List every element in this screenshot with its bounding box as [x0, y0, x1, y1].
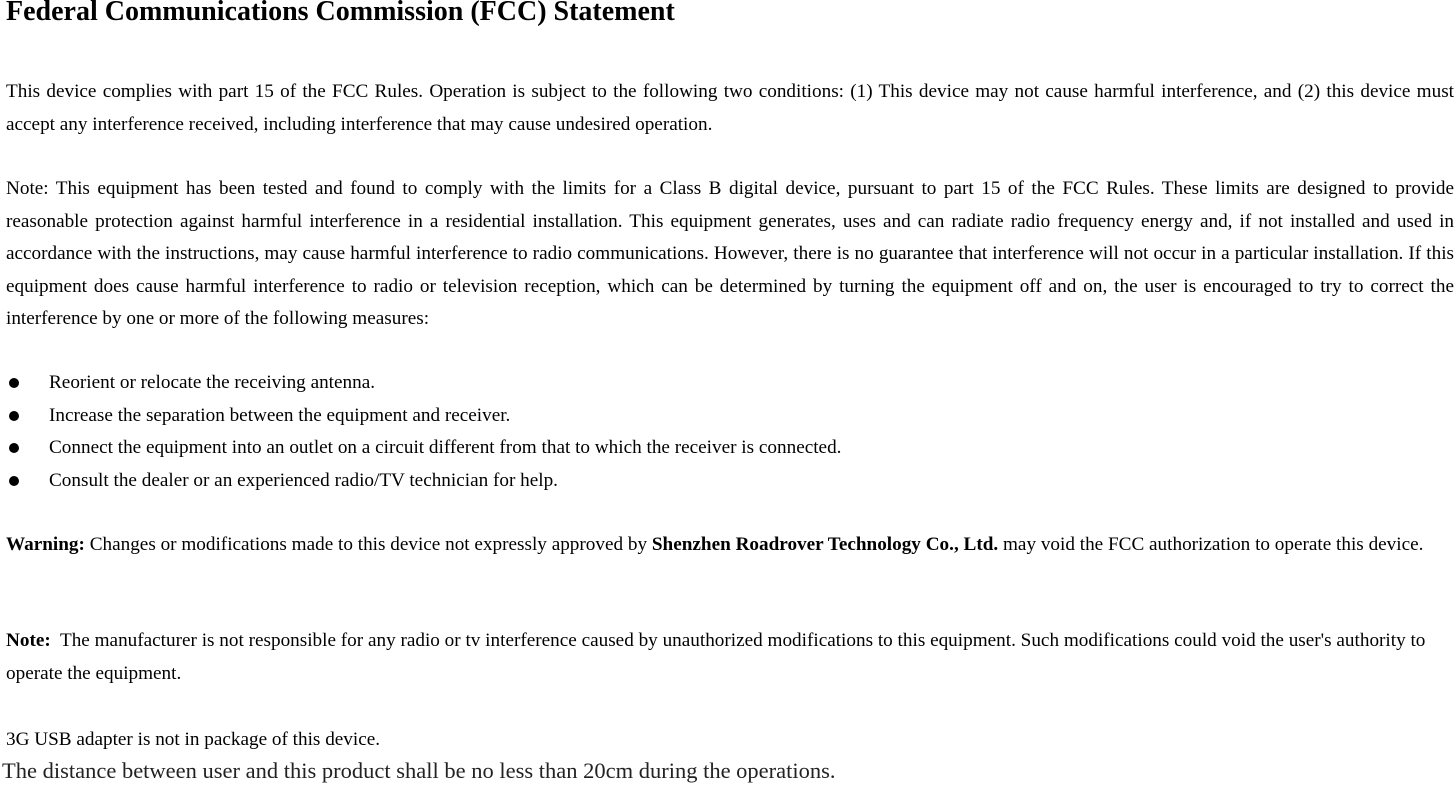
list-item	[0, 465, 1454, 498]
warning-text-after: may void the FCC authorization to operate this device.	[998, 534, 1424, 555]
measures-list	[0, 367, 1454, 497]
distance-note: The distance between user and this product shall be no less than 20cm during the operations.	[2, 758, 836, 783]
page-title: Federal Communications Commission (FCC) Statement	[6, 0, 675, 27]
intro-paragraph: This device complies with part 15 of the FCC Rules. Operation is subject to the following two conditions: (1) This device may not cause harmful interference, and (2) this device must accept any interference received, including interference that may cause undesired operation.	[6, 81, 1454, 135]
bullet-icon	[9, 411, 19, 421]
warning-label: Warning:	[6, 534, 85, 555]
list-item	[0, 400, 1454, 433]
bullet-icon	[9, 476, 19, 486]
company-name: Shenzhen Roadrover Technology Co., Ltd.	[651, 534, 999, 555]
measure-text: Reorient or relocate the receiving antenna.	[49, 372, 376, 393]
manufacturer-note-paragraph	[6, 625, 1454, 690]
list-item	[0, 367, 1454, 400]
warning-text-before: Changes or modifications made to this device not expressly approved by	[84, 534, 652, 555]
note-text: The manufacturer is not responsible for any radio or tv interference caused by unauthorized modifications to this equipment. Such modifications could void the user's authority to operate the equipment.	[6, 630, 1431, 684]
usb-adapter-note: 3G USB adapter is not in package of this device.	[6, 729, 381, 750]
note-label: Note:	[6, 630, 51, 651]
measure-text: Connect the equipment into an outlet on a circuit different from that to which the receiver is connected.	[49, 437, 842, 458]
list-item	[0, 432, 1454, 465]
measure-text: Increase the separation between the equipment and receiver.	[49, 404, 511, 426]
measure-text: Consult the dealer or an experienced radio/TV technician for help.	[49, 469, 558, 491]
bullet-icon	[9, 378, 19, 388]
note-paragraph: Note: This equipment has been tested and found to comply with the limits for a Class B digital device, pursuant to part 15 of the FCC Rules. These limits are designed to provide reasonable protection against harmful interference in a residential installation. This equipment generates, uses and can radiate radio frequency energy and, if not installed and used in accordance with the instructions, may cause harmful interference to radio communications. However, there is no guarantee that interference will not occur in a particular installation. If this equipment does cause harmful interference to radio or television reception, which can be determined by turning the equipment off and on, the user is encouraged to try to correct the interference by one or more of the following measures:	[6, 178, 1454, 329]
warning-paragraph	[6, 529, 1454, 562]
bullet-icon	[9, 443, 19, 453]
